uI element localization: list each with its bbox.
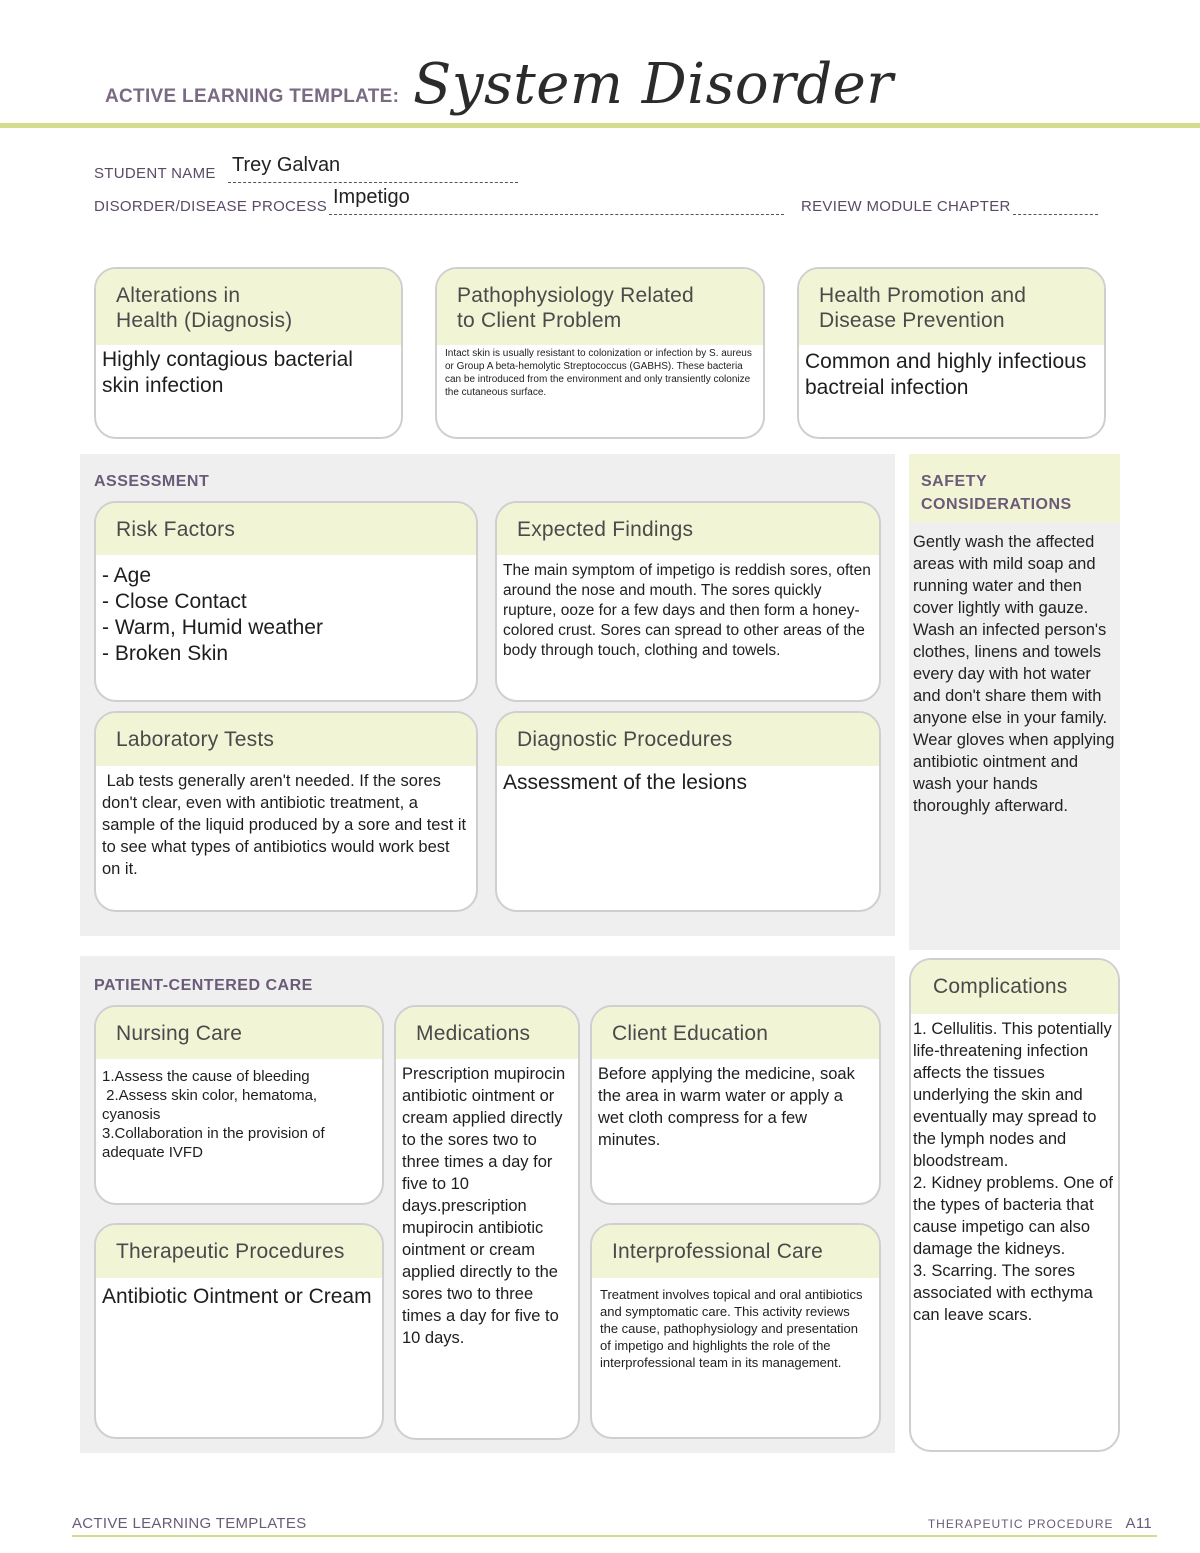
- footer-right: [928, 1515, 1152, 1532]
- alterations-heading: Alterations in Health (Diagnosis): [96, 269, 401, 345]
- footer-section-label: THERAPEUTIC PROCEDURE: [927, 1517, 1114, 1531]
- complications-heading: Complications: [911, 960, 1118, 1014]
- diagnostic-procedures-heading: Diagnostic Procedures: [497, 713, 879, 766]
- expected-findings-heading: Expected Findings: [497, 503, 879, 555]
- template-title: System Disorder: [413, 52, 894, 117]
- footer-rule: [72, 1535, 1157, 1537]
- template-label: ACTIVE LEARNING TEMPLATE:: [105, 86, 400, 107]
- risk-factors-heading: Risk Factors: [96, 503, 476, 555]
- client-education-box: [590, 1005, 881, 1205]
- risk-factor-item: - Age: [102, 564, 152, 587]
- pathophysiology-box: [435, 267, 765, 439]
- risk-factor-item: - Broken Skin: [102, 642, 229, 665]
- laboratory-tests-box: [94, 711, 478, 912]
- complications-text: 1. Cellulitis. This potentially life-threatening infection affects the tissues underlying the skin and eventually may spread to the lymph nodes and bloodstream. 2. Kidney problems. One of the types of bacteria that cause impetigo can also damage the kidneys. 3. Scarring. The sores associated with ecthyma can leave scars.: [913, 1020, 1113, 1324]
- laboratory-tests-text: Lab tests generally aren't needed. If the sores don't clear, even with antibiotic treatment, a sample of the liquid produced by a sore and test it to see what types of antibiotics would work best on it.: [102, 772, 471, 878]
- review-module-field[interactable]: [1013, 195, 1098, 215]
- student-name-label: STUDENT NAME: [94, 165, 216, 182]
- risk-factors-box: [94, 501, 478, 702]
- pathophysiology-text: Intact skin is usually resistant to colonization or infection by S. aureus or Group A beta-hemolytic Streptococcus (GABHS). These bacteria can be introduced from the environment and only transiently colonize the cutaneous surface.: [445, 348, 752, 398]
- header-rule: [0, 123, 1200, 128]
- safety-heading: SAFETY CONSIDERATIONS: [909, 454, 1120, 522]
- nursing-care-heading: Nursing Care: [96, 1007, 382, 1059]
- patient-centered-care-title: PATIENT-CENTERED CARE: [94, 977, 313, 994]
- student-name-value: Trey Galvan: [232, 154, 341, 176]
- safety-text: Gently wash the affected areas with mild soap and running water and then cover lightly with gauze. Wash an infected person's clothes, linens and towels every day with hot water and don't share them with anyone else in your family. Wear gloves when applying antibiotic ointment and wash your hands thoroughly afterward.: [913, 533, 1115, 815]
- disorder-value: Impetigo: [333, 186, 410, 208]
- risk-factor-item: - Close Contact: [102, 590, 247, 613]
- page-number: A11: [1125, 1515, 1152, 1532]
- review-module-label: REVIEW MODULE CHAPTER: [801, 198, 1011, 215]
- therapeutic-procedures-text: Antibiotic Ointment or Cream: [102, 1285, 372, 1308]
- nursing-care-item: 3.Collaboration in the provision of adequate IVFD: [102, 1125, 329, 1161]
- health-promotion-heading: Health Promotion and Disease Prevention: [799, 269, 1104, 345]
- risk-factors-list: [96, 555, 476, 673]
- footer-left: ACTIVE LEARNING TEMPLATES: [72, 1515, 307, 1532]
- interprofessional-care-heading: Interprofessional Care: [592, 1225, 879, 1278]
- health-promotion-box: [797, 267, 1106, 439]
- medications-heading: Medications: [396, 1007, 578, 1059]
- interprofessional-care-text: Treatment involves topical and oral antibiotics and symptomatic care. This activity reviews the cause, pathophysiology and presentation of impetigo and highlights the role of the interprofessional team in its management.: [600, 1287, 863, 1370]
- nursing-care-list: [96, 1059, 382, 1168]
- assessment-title: ASSESSMENT: [94, 473, 210, 490]
- nursing-care-box: [94, 1005, 384, 1205]
- medications-text: Prescription mupirocin antibiotic ointment or cream applied directly to the sores two to three times a day for five to 10 days.prescription mupirocin antibiotic ointment or cream applied directly to the sores two to three times a day for five to 10 days.: [402, 1065, 566, 1347]
- pathophysiology-heading: Pathophysiology Related to Client Problem: [437, 269, 763, 345]
- client-education-heading: Client Education: [592, 1007, 879, 1059]
- laboratory-tests-heading: Laboratory Tests: [96, 713, 476, 766]
- expected-findings-box: [495, 501, 881, 702]
- nursing-care-item: 2.Assess skin color, hematoma, cyanosis: [102, 1087, 322, 1123]
- diagnostic-procedures-text: Assessment of the lesions: [503, 771, 747, 794]
- alterations-box: [94, 267, 403, 439]
- diagnostic-procedures-box: [495, 711, 881, 912]
- therapeutic-procedures-box: [94, 1223, 384, 1439]
- risk-factor-item: - Warm, Humid weather: [102, 616, 323, 639]
- medications-box: [394, 1005, 580, 1440]
- client-education-text: Before applying the medicine, soak the area in warm water or apply a wet cloth compress for a few minutes.: [598, 1065, 855, 1149]
- complications-box: [909, 958, 1120, 1452]
- interprofessional-care-box: [590, 1223, 881, 1439]
- health-promotion-text: Common and highly infectious bactreial infection: [805, 350, 1087, 399]
- therapeutic-procedures-heading: Therapeutic Procedures: [96, 1225, 382, 1278]
- expected-findings-text: The main symptom of impetigo is reddish sores, often around the nose and mouth. The sores quickly rupture, ooze for a few days and then form a honey-colored crust. Sores can spread to other areas of the body through touch, clothing and towels.: [503, 562, 871, 659]
- disorder-label: DISORDER/DISEASE PROCESS: [94, 198, 328, 215]
- nursing-care-item: 1.Assess the cause of bleeding: [102, 1068, 310, 1085]
- alterations-text: Highly contagious bacterial skin infection: [102, 348, 353, 397]
